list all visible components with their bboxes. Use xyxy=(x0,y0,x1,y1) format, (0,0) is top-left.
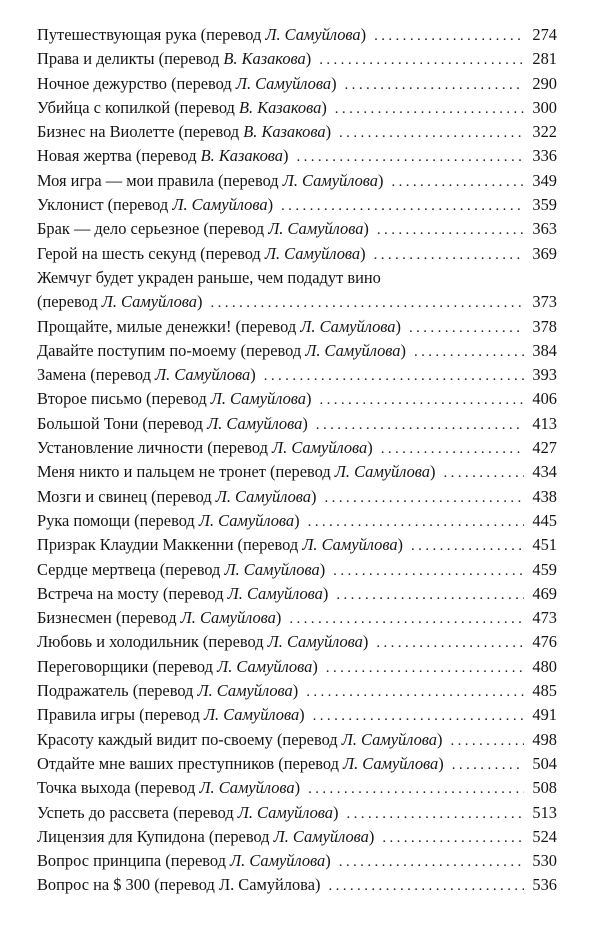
dot-leader xyxy=(452,753,524,777)
toc-entry-page-number: 406 xyxy=(532,389,557,409)
toc-entry-page-number: 438 xyxy=(532,486,557,506)
dot-leader xyxy=(409,316,524,340)
toc-entry xyxy=(37,558,557,582)
toc-entry xyxy=(37,96,557,120)
toc-entry xyxy=(37,242,557,266)
translator-name: Л. Самуйлова xyxy=(217,656,313,676)
dot-leader xyxy=(333,559,524,583)
translator-name: В. Казакова xyxy=(238,97,322,117)
toc-entry xyxy=(37,120,557,144)
toc-entry-page-number: 536 xyxy=(532,875,557,895)
dot-leader xyxy=(339,121,524,145)
translator-name: В. Казакова xyxy=(223,49,306,69)
toc-entry-title: Большой Тони (перевод Л. Самуйлова) xyxy=(37,413,308,433)
toc-entry xyxy=(37,217,557,241)
toc-entry-title: Права и деликты (перевод В. Казакова) xyxy=(37,49,312,69)
toc-entry xyxy=(37,582,557,606)
translator-name: Л. Самуйлова xyxy=(273,826,369,846)
dot-leader xyxy=(264,364,524,388)
toc-entry-page-number: 504 xyxy=(532,753,557,773)
toc-entry-title: Бизнес на Виолетте (перевод В. Казакова) xyxy=(37,122,332,142)
dot-leader xyxy=(319,388,524,412)
toc-entry-title: Мозги и свинец (перевод Л. Самуйлова) xyxy=(37,486,317,506)
toc-entry-title: Вопрос принципа (перевод Л. Самуйлова) xyxy=(37,851,331,871)
toc-entry-title: Моя игра — мои правила (перевод Л. Самуйлова) xyxy=(37,170,384,190)
dot-leader xyxy=(374,243,524,267)
translator-name: Л. Самуйлова xyxy=(215,486,311,506)
toc-entry-title: Любовь и холодильник (перевод Л. Самуйлова) xyxy=(37,632,369,652)
translator-name: Л. Самуйлова xyxy=(224,559,320,579)
dot-leader xyxy=(374,24,524,48)
toc-entry-page-number: 413 xyxy=(532,413,557,433)
toc-entry-title: Переговорщики (перевод Л. Самуйлова) xyxy=(37,656,318,676)
dot-leader xyxy=(346,802,524,826)
toc-entry-page-number: 434 xyxy=(532,462,557,482)
toc-entry xyxy=(37,387,557,411)
translator-name: Л. Самуйлова xyxy=(264,243,361,263)
toc-entry-title: Новая жертва (перевод В. Казакова) xyxy=(37,146,289,166)
dot-leader xyxy=(210,291,524,315)
toc-entry xyxy=(37,47,557,71)
toc-entry-page-number: 378 xyxy=(532,316,557,336)
toc-entry-line2 xyxy=(37,290,557,314)
translator-name: Л. Самуйлова xyxy=(230,851,326,871)
toc-entry-page-number: 513 xyxy=(532,802,557,822)
toc-entry-title: Успеть до рассвета (перевод Л. Самуйлова) xyxy=(37,802,339,822)
toc-entry-page-number: 476 xyxy=(532,632,557,652)
dot-leader xyxy=(376,631,524,655)
toc-entry-title: Подражатель (перевод Л. Самуйлова) xyxy=(37,681,299,701)
toc-entry xyxy=(37,485,557,509)
toc-entry xyxy=(37,825,557,849)
toc-entry-page-number: 322 xyxy=(532,122,557,142)
translator-name: Л. Самуйлова xyxy=(302,535,398,555)
toc-entry xyxy=(37,436,557,460)
toc-entry-page-number: 336 xyxy=(532,146,557,166)
dot-leader xyxy=(313,704,524,728)
toc-entry xyxy=(37,169,557,193)
toc-entry-page-number: 485 xyxy=(532,681,557,701)
toc-entry xyxy=(37,460,557,484)
toc-entry-title: Второе письмо (перевод Л. Самуйлова) xyxy=(37,389,312,409)
toc-entry-page-number: 491 xyxy=(532,705,557,725)
dot-leader xyxy=(411,534,524,558)
toc-entry-title: Призрак Клаудии Маккенни (перевод Л. Самуйлова) xyxy=(37,535,404,555)
toc-entries-bottom xyxy=(37,315,557,898)
toc-entry-page-number: 459 xyxy=(532,559,557,579)
toc-entry-page-number: 274 xyxy=(532,25,557,44)
toc-entry-title: Уклонист (перевод Л. Самуйлова) xyxy=(37,195,274,215)
toc-entry xyxy=(37,339,557,363)
translator-name: Л. Самуйлова xyxy=(207,413,303,433)
translator-name: Л. Самуйлова xyxy=(343,753,439,773)
toc-entry-page-number: 349 xyxy=(532,170,557,190)
toc-entry-title: Правила игры (перевод Л. Самуйлова) xyxy=(37,705,305,725)
translator-name: Л. Самуйлова xyxy=(235,73,332,93)
toc-entry-title: Герой на шесть секунд (перевод Л. Самуйлова) xyxy=(37,243,366,263)
toc-entry-title: Убийца с копилкой (перевод В. Казакова) xyxy=(37,97,327,117)
toc-entry xyxy=(37,315,557,339)
toc-entry-page-number: 300 xyxy=(532,97,557,117)
toc-entry-page-number: 451 xyxy=(532,535,557,555)
toc-entry-page-number: 480 xyxy=(532,656,557,676)
toc-entry xyxy=(37,752,557,776)
toc-entry-page-number: 281 xyxy=(532,49,557,69)
dot-leader xyxy=(326,656,524,680)
toc-entry-page-number: 363 xyxy=(532,219,557,239)
toc-entry-page-number: 473 xyxy=(532,608,557,628)
dot-leader xyxy=(345,73,524,97)
toc-entry-title: Установление личности (перевод Л. Самуйлова) xyxy=(37,438,373,458)
toc-entry-title: Ночное дежурство (перевод Л. Самуйлова) xyxy=(37,73,337,93)
translator-name: Л. Самуйлова xyxy=(197,681,293,701)
dot-leader xyxy=(296,145,524,169)
toc-entry-page-number: 508 xyxy=(532,778,557,798)
toc-entry-page-number: 427 xyxy=(532,438,557,458)
dot-leader xyxy=(308,510,524,534)
toc-entry-page-number: 384 xyxy=(532,340,557,360)
toc-entry xyxy=(37,630,557,654)
translator-name: Л. Самуйлова xyxy=(199,778,295,798)
translator-name: Л. Самуйлова xyxy=(198,510,295,530)
translator-name: В. Казакова xyxy=(243,122,326,142)
toc-entry xyxy=(37,363,557,387)
translator-name: Л. Самуйлова xyxy=(172,195,268,215)
dot-leader xyxy=(306,680,524,704)
toc-entry-page-number: 445 xyxy=(532,510,557,530)
toc-entry-title: Вопрос на $ 300 (перевод Л. Самуйлова) xyxy=(37,875,321,895)
toc-entry xyxy=(37,533,557,557)
toc-entry-title: Меня никто и пальцем не тронет (перевод Л. Самуйлова) xyxy=(37,462,436,482)
toc-entry xyxy=(37,703,557,727)
toc-entry xyxy=(37,509,557,533)
toc-entry-page-number: 373 xyxy=(532,292,557,312)
translator-name: Л. Самуйлова xyxy=(268,219,364,239)
toc-entry xyxy=(37,193,557,217)
toc-entry-page-number: 469 xyxy=(532,583,557,603)
dot-leader xyxy=(308,777,524,801)
dot-leader xyxy=(328,874,524,898)
translator-name: Л. Самуйлова xyxy=(203,705,300,725)
translator-name: Л. Самуйлова xyxy=(227,583,323,603)
toc-entry xyxy=(37,606,557,630)
toc-entry-page-number: 369 xyxy=(532,243,557,263)
toc-entry xyxy=(37,655,557,679)
translator-name: Л. Самуйлова xyxy=(265,25,361,44)
toc-entry-page-number: 530 xyxy=(532,851,557,871)
translator-name: Л. Самуйлова xyxy=(305,340,401,360)
toc-entry-title: Встреча на мосту (перевод Л. Самуйлова) xyxy=(37,583,329,603)
dot-leader xyxy=(450,729,524,753)
toc-entries-top xyxy=(37,23,557,266)
toc-entry-page-number: 290 xyxy=(532,73,557,93)
toc-entry xyxy=(37,144,557,168)
dot-leader xyxy=(319,48,524,72)
dot-leader xyxy=(289,607,524,631)
translator-name: Л. Самуйлова xyxy=(210,389,306,409)
dot-leader xyxy=(382,826,524,850)
toc-entry-title: Бизнесмен (перевод Л. Самуйлова) xyxy=(37,608,282,628)
toc-entry xyxy=(37,801,557,825)
dot-leader xyxy=(324,486,524,510)
toc-entry-page-number: 393 xyxy=(532,365,557,385)
translator-name: Л. Самуйлова xyxy=(341,729,437,749)
toc-entry-title: Отдайте мне ваших преступников (перевод Л. Самуйлова) xyxy=(37,753,444,773)
toc-entry-title: Лицензия для Купидона (перевод Л. Самуйлова) xyxy=(37,826,375,846)
translator-name: Л. Самуйлова xyxy=(300,316,396,336)
translator-name: Л. Самуйлова xyxy=(272,438,368,458)
translator-name: Л. Самуйлова xyxy=(237,802,333,822)
toc-entry-title: Замена (перевод Л. Самуйлова) xyxy=(37,365,256,385)
translator-name: Л. Самуйлова xyxy=(180,608,276,628)
toc-entry-page-number: 359 xyxy=(532,195,557,215)
translator-name: Л. Самуйлова xyxy=(282,170,378,190)
toc-entry xyxy=(37,849,557,873)
table-of-contents xyxy=(37,23,557,898)
toc-entry xyxy=(37,72,557,96)
toc-entry xyxy=(37,412,557,436)
toc-entry-title-line1: Жемчуг будет украден раньше, чем подадут вино xyxy=(37,267,381,287)
translator-name: Л. Самуйлова xyxy=(155,365,251,385)
toc-entry-title: Точка выхода (перевод Л. Самуйлова) xyxy=(37,778,301,798)
toc-entry-title: Красоту каждый видит по-своему (перевод Л. Самуйлова) xyxy=(37,729,443,749)
dot-leader xyxy=(391,170,524,194)
toc-entry xyxy=(37,873,557,897)
toc-entry-page-number: 498 xyxy=(532,729,557,749)
dot-leader xyxy=(335,97,524,121)
toc-entry xyxy=(37,728,557,752)
toc-entry xyxy=(37,266,557,315)
translator-name: В. Казакова xyxy=(200,146,283,166)
dot-leader xyxy=(281,194,524,218)
toc-entry xyxy=(37,679,557,703)
toc-entry-title: Рука помощи (перевод Л. Самуйлова) xyxy=(37,510,300,530)
dot-leader xyxy=(377,218,524,242)
toc-entry-title: Брак — дело серьезное (перевод Л. Самуйлова) xyxy=(37,219,369,239)
toc-entry xyxy=(37,776,557,800)
toc-entry-title: Давайте поступим по-моему (перевод Л. Самуйлова) xyxy=(37,340,406,360)
translator-name: Л. Самуйлова xyxy=(101,292,197,312)
toc-entry-title: Прощайте, милые денежки! (перевод Л. Самуйлова) xyxy=(37,316,401,336)
dot-leader xyxy=(336,583,524,607)
translator-name: Л. Самуйлова xyxy=(267,632,363,652)
toc-entry-title: (перевод Л. Самуйлова) xyxy=(37,292,203,312)
dot-leader xyxy=(443,461,524,485)
dot-leader xyxy=(316,413,524,437)
toc-entry-title: Сердце мертвеца (перевод Л. Самуйлова) xyxy=(37,559,326,579)
translator-name: Л. Самуйлова xyxy=(334,462,430,482)
toc-entry xyxy=(37,23,557,47)
toc-entry-page-number: 524 xyxy=(532,826,557,846)
dot-leader xyxy=(339,850,524,874)
dot-leader xyxy=(381,437,524,461)
toc-entry-title: Путешествующая рука (перевод Л. Самуйлова) xyxy=(37,25,367,44)
dot-leader xyxy=(414,340,524,364)
